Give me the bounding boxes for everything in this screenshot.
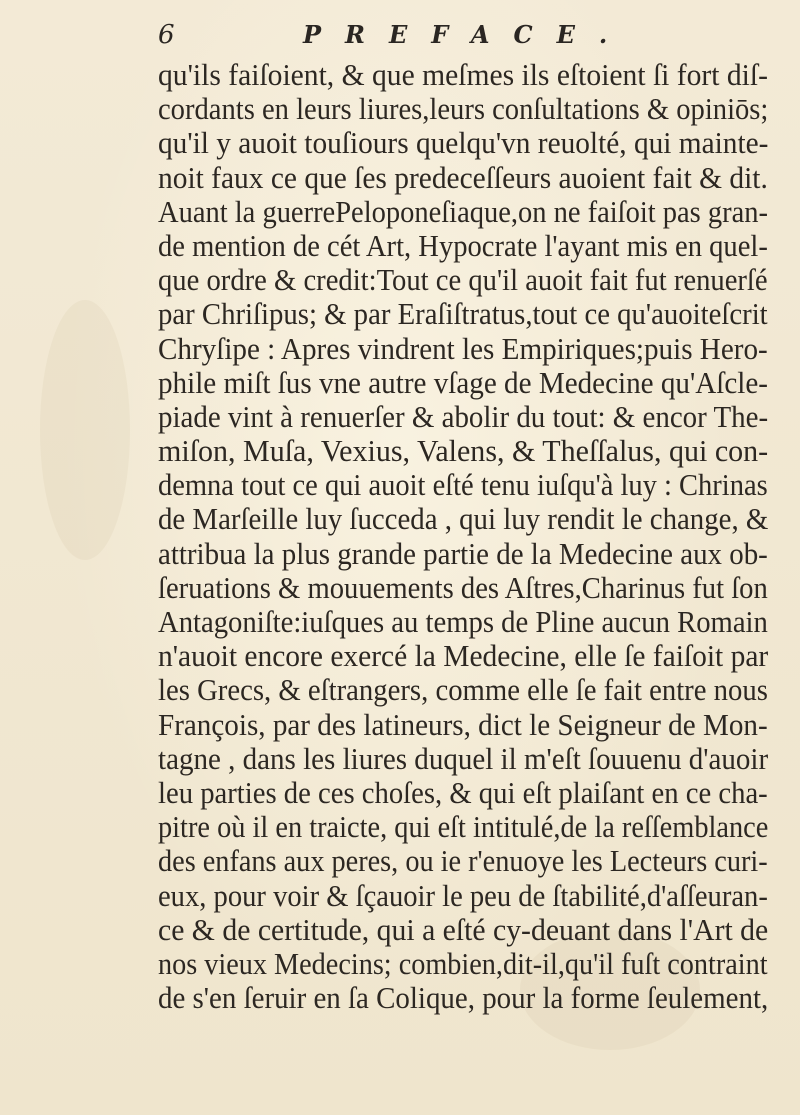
page-number: 6	[158, 20, 175, 50]
text-line: les Grecs, & eſtrangers, comme elle ſe fait entre nous	[158, 673, 768, 708]
text-line: François, par des latineurs, dict le Seigneur de Mon-	[158, 707, 768, 742]
text-line: qu'il y auoit touſiours quelqu'vn reuolté, qui mainte-	[158, 126, 769, 161]
text-line: tagne , dans les liures duquel il m'eſt ſouuenu d'auoir	[158, 741, 769, 776]
text-line: n'auoit encore exercé la Medecine, elle ſe faiſoit par	[158, 639, 769, 674]
text-line: pitre où il en traicte, qui eſt intitulé,de la reſſemblance	[158, 810, 769, 845]
text-line: de s'en ſeruir en ſa Colique, pour la forme ſeulement,	[158, 981, 769, 1016]
running-title: PREFACE.	[303, 20, 632, 49]
text-line: miſon, Muſa, Vexius, Valens, & Theſſalus, qui con-	[158, 434, 769, 469]
text-line: phile miſt ſus vne autre vſage de Medecine qu'Aſcle-	[158, 365, 768, 400]
text-line: qu'ils faiſoient, & que meſmes ils eſtoient ſi fort diſ-	[158, 58, 768, 92]
paper-stain	[40, 300, 130, 560]
text-line: cordants en leurs liures,leurs conſultations & opiniōs;	[158, 92, 769, 127]
text-line: par Chriſipus; & par Eraſiſtratus,tout ce qu'auoiteſcrit	[158, 297, 768, 332]
body-text	[158, 58, 798, 1015]
text-line: leu parties de ces choſes, & qui eſt plaiſant en ce cha-	[158, 775, 768, 810]
text-line: ſeruations & mouuements des Aſtres,Charinus fut ſon	[158, 570, 768, 605]
page-header	[158, 20, 778, 60]
text-line: Chryſipe : Apres vindrent les Empiriques;puis Hero-	[158, 331, 768, 366]
text-line: Antagoniſte:iuſques au temps de Pline aucun Romain	[158, 605, 768, 639]
text-line: des enfans aux peres, ou ie r'enuoye les Lecteurs curi-	[158, 844, 768, 879]
text-line: eux, pour voir & ſçauoir le peu de ſtabilité,d'aſſeuran-	[158, 878, 768, 913]
text-line: piade vint à renuerſer & abolir du tout: & encor The-	[158, 399, 769, 434]
text-line: nos vieux Medecins; combien,dit-il,qu'il fuſt contraint	[158, 946, 768, 981]
text-line: que ordre & credit:Tout ce qu'il auoit fait fut renuerſé	[158, 263, 768, 298]
text-line: demna tout ce qui auoit eſté tenu iuſqu'à luy : Chrinas	[158, 468, 768, 503]
text-line: de Marſeille luy ſucceda , qui luy rendit le change, &	[158, 502, 769, 537]
text-line: de mention de cét Art, Hypocrate l'ayant mis en quel-	[158, 228, 768, 263]
text-line: attribua la plus grande partie de la Medecine aux ob-	[158, 536, 768, 571]
text-line: ce & de certitude, qui a eſté cy-deuant dans l'Art de	[158, 912, 769, 947]
text-line: noit faux ce que ſes predeceſſeurs auoient fait & dit.	[158, 160, 768, 195]
text-line: Auant la guerrePeloponeſiaque,on ne faiſoit pas gran-	[158, 194, 769, 229]
